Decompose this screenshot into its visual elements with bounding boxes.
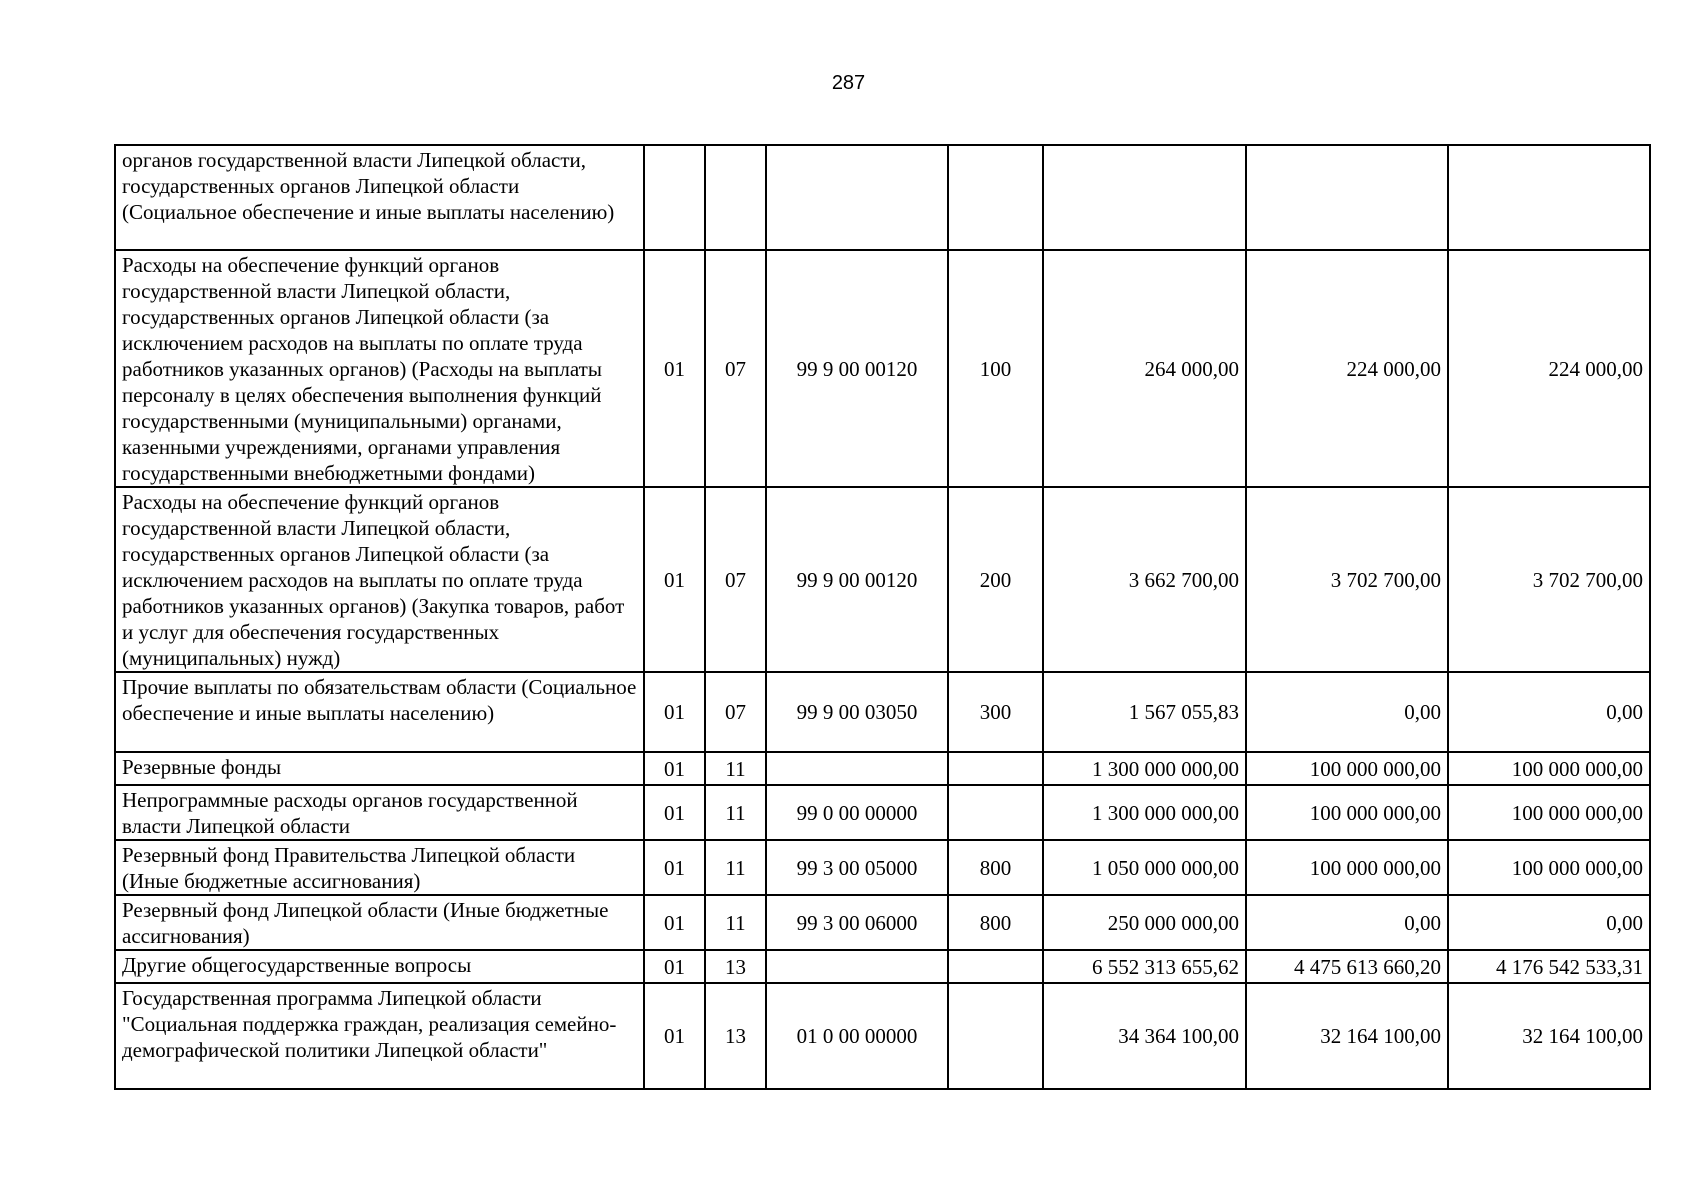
table-row: [115, 840, 1650, 895]
table-row: [115, 672, 1650, 752]
amount-year-3: 100 000 000,00: [1448, 752, 1650, 785]
table-row: [115, 983, 1650, 1089]
target-article-code: 99 3 00 06000: [766, 895, 948, 950]
expense-type-code: [948, 983, 1043, 1089]
amount-year-1: 3 662 700,00: [1043, 487, 1246, 672]
amount-year-1: 264 000,00: [1043, 250, 1246, 487]
target-article-code: 99 0 00 00000: [766, 785, 948, 840]
target-article-code: 99 3 00 05000: [766, 840, 948, 895]
section-code: 01: [644, 785, 705, 840]
subsection-code: 11: [705, 840, 766, 895]
amount-year-3: 3 702 700,00: [1448, 487, 1650, 672]
amount-year-1: 1 300 000 000,00: [1043, 752, 1246, 785]
expense-type-code: [948, 785, 1043, 840]
amount-year-1: 6 552 313 655,62: [1043, 950, 1246, 983]
subsection-code: 07: [705, 250, 766, 487]
expense-type-code: [948, 950, 1043, 983]
amount-year-1: 1 050 000 000,00: [1043, 840, 1246, 895]
amount-year-3: 32 164 100,00: [1448, 983, 1650, 1089]
amount-year-3: 4 176 542 533,31: [1448, 950, 1650, 983]
section-code: 01: [644, 487, 705, 672]
amount-year-1: 1 567 055,83: [1043, 672, 1246, 752]
amount-year-3: 0,00: [1448, 895, 1650, 950]
target-article-code: [766, 145, 948, 250]
subsection-code: [705, 145, 766, 250]
table-row: [115, 487, 1650, 672]
amount-year-3: 100 000 000,00: [1448, 840, 1650, 895]
expense-type-code: [948, 752, 1043, 785]
subsection-code: 13: [705, 983, 766, 1089]
row-description: Государственная программа Липецкой области "Социальная поддержка граждан, реализация семейно-демографической политики Липецкой области": [115, 983, 644, 1089]
section-code: 01: [644, 250, 705, 487]
subsection-code: 13: [705, 950, 766, 983]
subsection-code: 11: [705, 785, 766, 840]
amount-year-1: [1043, 145, 1246, 250]
target-article-code: 99 9 00 00120: [766, 250, 948, 487]
table-row: [115, 785, 1650, 840]
amount-year-2: 3 702 700,00: [1246, 487, 1448, 672]
amount-year-2: [1246, 145, 1448, 250]
row-description: Прочие выплаты по обязательствам области (Социальное обеспечение и иные выплаты населению): [115, 672, 644, 752]
row-description: Непрограммные расходы органов государственной власти Липецкой области: [115, 785, 644, 840]
section-code: [644, 145, 705, 250]
row-description: органов государственной власти Липецкой области, государственных органов Липецкой области (Социальное обеспечение и иные выплаты населению): [115, 145, 644, 250]
amount-year-2: 224 000,00: [1246, 250, 1448, 487]
subsection-code: 11: [705, 895, 766, 950]
expense-type-code: 800: [948, 895, 1043, 950]
table-row: [115, 752, 1650, 785]
subsection-code: 07: [705, 672, 766, 752]
amount-year-1: 34 364 100,00: [1043, 983, 1246, 1089]
amount-year-3: 100 000 000,00: [1448, 785, 1650, 840]
amount-year-2: 4 475 613 660,20: [1246, 950, 1448, 983]
target-article-code: [766, 950, 948, 983]
amount-year-1: 1 300 000 000,00: [1043, 785, 1246, 840]
section-code: 01: [644, 950, 705, 983]
page-number: 287: [831, 72, 866, 94]
subsection-code: 11: [705, 752, 766, 785]
row-description: Резервный фонд Липецкой области (Иные бюджетные ассигнования): [115, 895, 644, 950]
amount-year-2: 100 000 000,00: [1246, 785, 1448, 840]
section-code: 01: [644, 672, 705, 752]
target-article-code: [766, 752, 948, 785]
amount-year-3: 0,00: [1448, 672, 1650, 752]
table-row: [115, 895, 1650, 950]
expense-type-code: 800: [948, 840, 1043, 895]
row-description: Расходы на обеспечение функций органов государственной власти Липецкой области, государственных органов Липецкой области (за исключением расходов на выплаты по оплате труда работников указанных органов) (Расходы на выплаты персоналу в целях обеспечения выполнения функций государственными (муниципальными) органами, казенными учреждениями, органами управления государственными внебюджетными фондами): [115, 250, 644, 487]
expense-type-code: 200: [948, 487, 1043, 672]
amount-year-3: [1448, 145, 1650, 250]
section-code: 01: [644, 983, 705, 1089]
section-code: 01: [644, 752, 705, 785]
amount-year-2: 0,00: [1246, 672, 1448, 752]
row-description: Другие общегосударственные вопросы: [115, 950, 644, 983]
table-row: [115, 250, 1650, 487]
expense-type-code: 300: [948, 672, 1043, 752]
table-row: [115, 145, 1650, 250]
target-article-code: 99 9 00 00120: [766, 487, 948, 672]
amount-year-3: 224 000,00: [1448, 250, 1650, 487]
amount-year-1: 250 000 000,00: [1043, 895, 1246, 950]
amount-year-2: 100 000 000,00: [1246, 840, 1448, 895]
expense-type-code: [948, 145, 1043, 250]
budget-table: [114, 144, 1651, 1090]
subsection-code: 07: [705, 487, 766, 672]
table-row: [115, 950, 1650, 983]
amount-year-2: 32 164 100,00: [1246, 983, 1448, 1089]
row-description: Расходы на обеспечение функций органов государственной власти Липецкой области, государственных органов Липецкой области (за исключением расходов на выплаты по оплате труда работников указанных органов) (Закупка товаров, работ и услуг для обеспечения государственных (муниципальных) нужд): [115, 487, 644, 672]
section-code: 01: [644, 840, 705, 895]
section-code: 01: [644, 895, 705, 950]
row-description: Резервные фонды: [115, 752, 644, 785]
amount-year-2: 0,00: [1246, 895, 1448, 950]
target-article-code: 01 0 00 00000: [766, 983, 948, 1089]
target-article-code: 99 9 00 03050: [766, 672, 948, 752]
expense-type-code: 100: [948, 250, 1043, 487]
row-description: Резервный фонд Правительства Липецкой области (Иные бюджетные ассигнования): [115, 840, 644, 895]
amount-year-2: 100 000 000,00: [1246, 752, 1448, 785]
